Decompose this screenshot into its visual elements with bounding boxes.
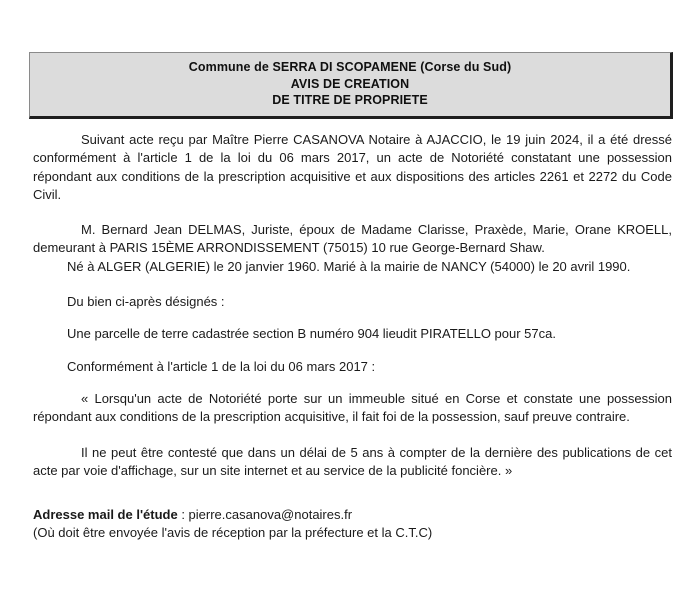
paragraph-citation-notoriete: « Lorsqu'un acte de Notoriété porte sur un immeuble situé en Corse et constate une possession répondant aux conditions de la prescription acquisitive, il fait foi de la possession, sauf preuve contraire. xyxy=(33,390,672,425)
paragraph-bien-designes: Du bien ci-après désignés : xyxy=(67,294,225,310)
paragraph-conformement-article: Conformément à l'article 1 de la loi du 06 mars 2017 : xyxy=(67,358,376,374)
header-line-commune: Commune de SERRA DI SCOPAMENE (Corse du Sud) xyxy=(188,60,512,74)
email-separator: : xyxy=(177,507,189,522)
email-note: (Où doit être envoyée l'avis de réception par la préfecture et la C.T.C) xyxy=(33,525,433,541)
spacer xyxy=(33,427,672,444)
paragraph-naissance-mariage: Né à ALGER (ALGERIE) le 20 janvier 1960. Marié à la mairie de NANCY (54000) le 20 avril 1990. xyxy=(67,258,631,274)
email-line xyxy=(33,506,672,524)
paragraph-identite-proprietaire: M. Bernard Jean DELMAS, Juriste, époux de Madame Clarisse, Praxède, Marie, Orane KROELL, demeurant à PARIS 15ÈME ARRONDISSEMENT (75015) 10 rue George-Bernard Shaw. xyxy=(33,222,672,256)
paragraph-delai-contestation: Il ne peut être contesté que dans un délai de 5 ans à compter de la dernière des publications de cet acte par voie d'affichage, sur un site internet et au service de la publicité foncière. » xyxy=(33,444,672,478)
spacer xyxy=(33,344,672,358)
header-line-avis: AVIS DE CREATION xyxy=(290,76,410,91)
header-line-titre: DE TITRE DE PROPRIETE xyxy=(272,93,428,107)
document-footer xyxy=(33,506,672,543)
document-header-banner xyxy=(29,52,673,119)
spacer xyxy=(33,311,672,325)
paragraph-acte-recu: Suivant acte reçu par Maître Pierre CASANOVA Notaire à AJACCIO, le 19 juin 2024, il a été dressé conformément à l'article 1 de la loi du 06 mars 2017, un acte de Notoriété constatant une possession répondant aux conditions de la prescription acquisitive et aux dispositions des articles 2261 et 2272 du Code Civil. xyxy=(33,132,672,202)
spacer xyxy=(33,276,672,293)
paragraph-parcelle: Une parcelle de terre cadastrée section B numéro 904 lieudit PIRATELLO pour 57ca. xyxy=(67,326,556,342)
email-address[interactable]: pierre.casanova@notaires.fr xyxy=(188,507,353,522)
document-body xyxy=(33,131,672,480)
email-label: Adresse mail de l'étude xyxy=(33,507,178,522)
spacer xyxy=(33,204,672,221)
spacer xyxy=(33,376,672,390)
